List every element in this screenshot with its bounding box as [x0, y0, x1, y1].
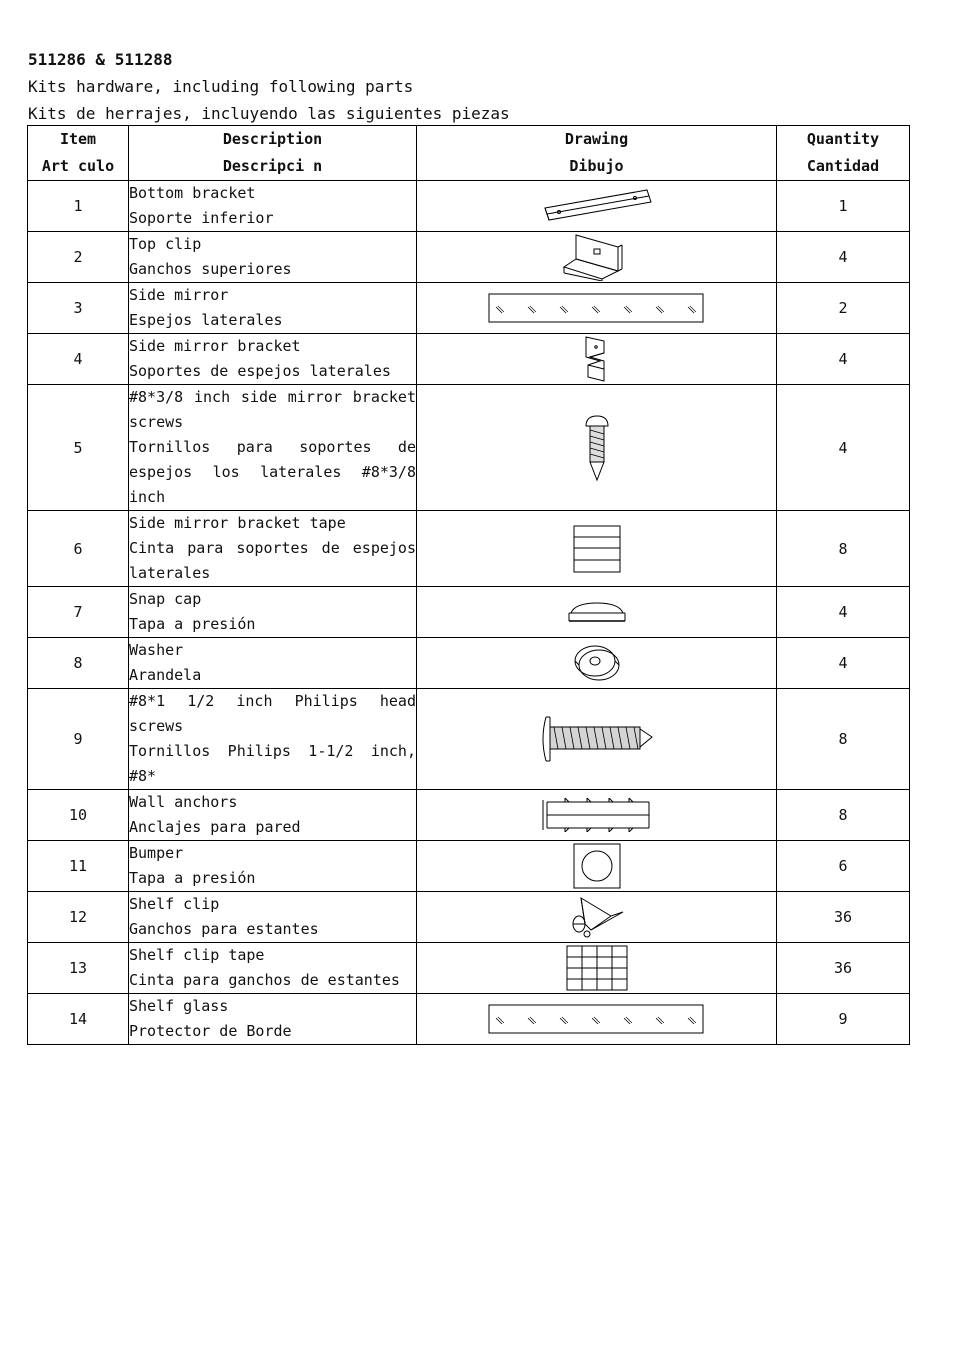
- item-quantity: 8: [777, 790, 910, 841]
- column-header-quantity: Quantity Cantidad: [777, 126, 910, 181]
- item-quantity: 8: [777, 689, 910, 790]
- item-number: 4: [28, 334, 129, 385]
- table-row: [28, 283, 910, 334]
- description-english: #8*3/8 inch side mirror bracket screws: [129, 388, 416, 431]
- side-mirror-drawing: [417, 283, 777, 334]
- table-row: [28, 181, 910, 232]
- table-row: [28, 511, 910, 587]
- document-title: 511286 & 511288: [28, 50, 173, 69]
- subtitle-english: Kits hardware, including following parts: [28, 77, 414, 96]
- column-header-drawing: Drawing Dibujo: [417, 126, 777, 181]
- item-description: [129, 334, 417, 385]
- item-quantity: 8: [777, 511, 910, 587]
- item-description: [129, 232, 417, 283]
- shelf-clip-drawing: [417, 892, 777, 943]
- wall-anchor-drawing: [417, 790, 777, 841]
- item-number: 10: [28, 790, 129, 841]
- table-row: [28, 943, 910, 994]
- snap-cap-drawing: [417, 587, 777, 638]
- description-spanish: Anclajes para pared: [129, 818, 301, 836]
- item-quantity: 4: [777, 334, 910, 385]
- item-number: 11: [28, 841, 129, 892]
- item-number: 2: [28, 232, 129, 283]
- table-row: [28, 892, 910, 943]
- item-quantity: 2: [777, 283, 910, 334]
- description-english: Bottom bracket: [129, 184, 256, 202]
- top-clip-drawing: [417, 232, 777, 283]
- description-english: Washer: [129, 641, 184, 659]
- item-description: [129, 283, 417, 334]
- item-quantity: 4: [777, 232, 910, 283]
- item-quantity: 4: [777, 587, 910, 638]
- item-description: [129, 994, 417, 1045]
- description-english: Shelf glass: [129, 997, 229, 1015]
- description-english: Shelf clip: [129, 895, 220, 913]
- item-quantity: 1: [777, 181, 910, 232]
- description-spanish: Tapa a presión: [129, 615, 256, 633]
- item-number: 7: [28, 587, 129, 638]
- item-number: 13: [28, 943, 129, 994]
- description-spanish: Soporte inferior: [129, 209, 274, 227]
- item-number: 14: [28, 994, 129, 1045]
- table-row: [28, 587, 910, 638]
- document-header: [28, 46, 510, 127]
- item-description: [129, 790, 417, 841]
- side-mirror-bracket-drawing: [417, 334, 777, 385]
- item-quantity: 36: [777, 943, 910, 994]
- item-description: [129, 181, 417, 232]
- description-spanish: Tornillos Philips 1-1/2 inch, #8*: [129, 742, 416, 785]
- description-spanish: Ganchos superiores: [129, 260, 292, 278]
- description-spanish: Arandela: [129, 666, 202, 684]
- table-row: [28, 790, 910, 841]
- table-row: [28, 994, 910, 1045]
- description-spanish: Cinta para ganchos de estantes: [129, 971, 400, 989]
- bracket-screw-drawing: [417, 385, 777, 511]
- item-number: 9: [28, 689, 129, 790]
- item-quantity: 6: [777, 841, 910, 892]
- item-description: [129, 511, 417, 587]
- item-description: [129, 943, 417, 994]
- item-description: [129, 841, 417, 892]
- description-spanish: Cinta para soportes de espejos laterales: [129, 539, 416, 582]
- item-quantity: 4: [777, 638, 910, 689]
- table-row: [28, 334, 910, 385]
- description-spanish: Tapa a presión: [129, 869, 256, 887]
- description-english: #8*1 1/2 inch Philips head screws: [129, 692, 416, 735]
- item-description: [129, 385, 417, 511]
- description-spanish: Protector de Borde: [129, 1022, 292, 1040]
- table-row: [28, 385, 910, 511]
- description-english: Shelf clip tape: [129, 946, 265, 964]
- bottom-bracket-drawing: [417, 181, 777, 232]
- washer-drawing: [417, 638, 777, 689]
- item-number: 1: [28, 181, 129, 232]
- table-row: [28, 232, 910, 283]
- item-number: 8: [28, 638, 129, 689]
- description-spanish: Ganchos para estantes: [129, 920, 319, 938]
- table-row: [28, 841, 910, 892]
- shelf-clip-tape-drawing: [417, 943, 777, 994]
- bumper-drawing: [417, 841, 777, 892]
- description-spanish: Tornillos para soportes de espejos los laterales #8*3/8 inch: [129, 438, 416, 506]
- subtitle-spanish: Kits de herrajes, incluyendo las siguientes piezas: [28, 104, 510, 123]
- description-spanish: Soportes de espejos laterales: [129, 362, 391, 380]
- item-description: [129, 638, 417, 689]
- description-english: Snap cap: [129, 590, 202, 608]
- parts-table: [27, 125, 910, 1045]
- table-row: [28, 638, 910, 689]
- item-quantity: 9: [777, 994, 910, 1045]
- description-spanish: Espejos laterales: [129, 311, 283, 329]
- description-english: Top clip: [129, 235, 202, 253]
- table-row: [28, 689, 910, 790]
- column-header-item: Item Art culo: [28, 126, 129, 181]
- bracket-tape-drawing: [417, 511, 777, 587]
- item-description: [129, 689, 417, 790]
- item-description: [129, 587, 417, 638]
- description-english: Side mirror: [129, 286, 229, 304]
- table-header-row: [28, 126, 910, 181]
- item-number: 5: [28, 385, 129, 511]
- item-quantity: 36: [777, 892, 910, 943]
- item-number: 12: [28, 892, 129, 943]
- item-description: [129, 892, 417, 943]
- item-number: 3: [28, 283, 129, 334]
- item-quantity: 4: [777, 385, 910, 511]
- column-header-description: Description Descripci n: [129, 126, 417, 181]
- item-number: 6: [28, 511, 129, 587]
- shelf-glass-drawing: [417, 994, 777, 1045]
- description-english: Side mirror bracket tape: [129, 514, 346, 532]
- philips-screw-drawing: [417, 689, 777, 790]
- description-english: Bumper: [129, 844, 184, 862]
- description-english: Wall anchors: [129, 793, 238, 811]
- description-english: Side mirror bracket: [129, 337, 301, 355]
